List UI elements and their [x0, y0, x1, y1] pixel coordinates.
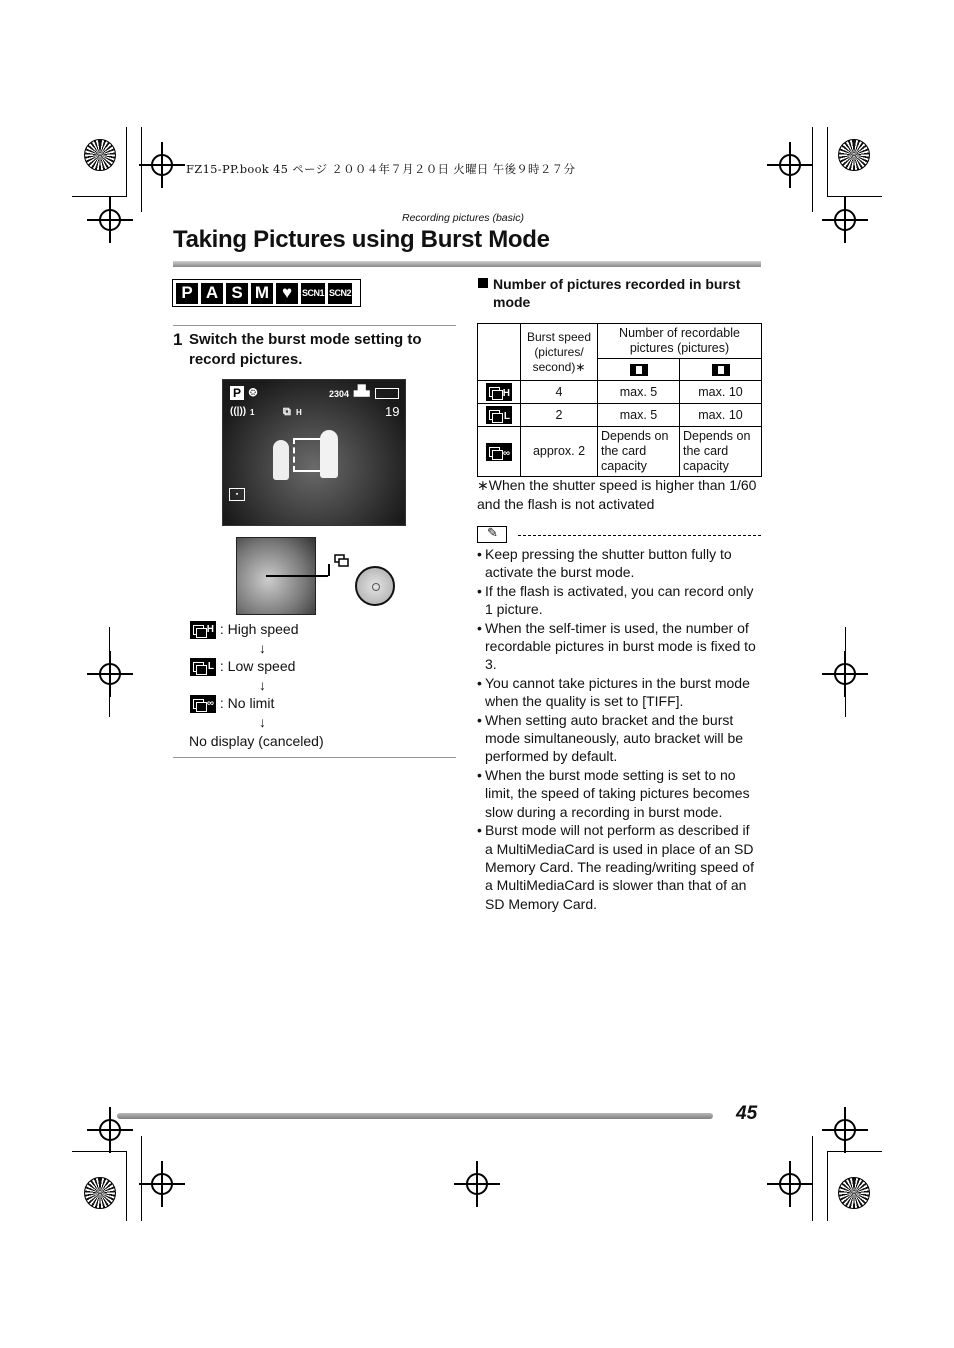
arrow-down: ↓ — [259, 640, 266, 656]
crosshair-mark — [99, 663, 121, 685]
table-row — [478, 427, 762, 477]
note-icon — [477, 526, 507, 543]
table-row — [478, 381, 762, 404]
table-cell: 4 — [521, 381, 598, 404]
burst-button-icon — [334, 554, 350, 568]
table-cell: Depends on the card capacity — [598, 427, 680, 477]
crop-mark — [827, 1151, 828, 1221]
table-header-standard — [680, 359, 762, 381]
mode-m-icon: M — [251, 283, 273, 304]
lcd-resolution: 2304 — [329, 389, 350, 399]
mode-scn2-icon: SCN2 — [328, 283, 352, 304]
table-cell: 2 — [521, 404, 598, 427]
table-header-count: Number of recordable pictures (pictures) — [598, 324, 762, 359]
option-no-limit — [190, 695, 274, 713]
table-row-icon — [478, 427, 521, 477]
crosshair-mark — [779, 154, 801, 176]
mode-icon-strip — [172, 279, 361, 307]
lcd-stabilizer-mode: 1 — [250, 408, 255, 417]
crop-mark — [72, 196, 127, 197]
table-footnote: ∗When the shutter speed is higher than 1/60 and the flash is not activated — [477, 477, 757, 512]
title-underline-bar — [173, 261, 761, 267]
crop-mark — [827, 127, 828, 197]
crosshair-mark — [99, 209, 121, 231]
registration-wheel-top-right — [838, 139, 870, 171]
crosshair-mark — [466, 1173, 488, 1195]
burst-low-icon: L — [190, 658, 216, 676]
note-dashed-rule — [518, 535, 761, 536]
page-number: 45 — [736, 1103, 758, 1124]
figure-left-child — [273, 440, 289, 480]
flash-off-icon: ⊛ — [248, 385, 259, 399]
crop-mark — [827, 196, 882, 197]
crop-mark — [845, 627, 846, 717]
crop-mark — [141, 1136, 142, 1221]
battery-icon — [375, 388, 399, 399]
square-bullet-icon — [478, 278, 488, 288]
crop-mark — [109, 627, 110, 717]
crop-mark — [126, 1151, 127, 1221]
table-cell: max. 5 — [598, 381, 680, 404]
list-item: • Keep pressing the shutter button fully to activate the burst mode. — [477, 545, 761, 582]
table-cell: max. 5 — [598, 404, 680, 427]
mode-a-icon: A — [201, 283, 223, 304]
arrow-down: ↓ — [259, 714, 266, 730]
table-row-icon — [478, 381, 521, 404]
burst-high-icon: H — [190, 621, 216, 639]
burst-button[interactable] — [355, 566, 395, 606]
list-item: • When the self-timer is used, the number of recordable pictures in burst mode is fixed to 3. — [477, 619, 761, 674]
table-row — [478, 404, 762, 427]
option-label: : No limit — [219, 695, 275, 711]
crop-mark — [141, 127, 142, 212]
mode-s-icon: S — [226, 283, 248, 304]
leader-line — [328, 564, 330, 576]
crosshair-mark — [834, 1119, 856, 1141]
step-top-divider — [173, 325, 456, 326]
step-bottom-divider — [173, 757, 456, 758]
crosshair-mark — [779, 1173, 801, 1195]
crosshair-mark — [151, 154, 173, 176]
crosshair-mark — [151, 1173, 173, 1195]
lcd-burst-letter: H — [296, 408, 302, 417]
registration-wheel-bottom-left — [84, 1177, 116, 1209]
stabilizer-icon: ((|)) — [230, 406, 247, 417]
burst-table — [477, 323, 762, 477]
page-title: Taking Pictures using Burst Mode — [173, 226, 550, 253]
option-label: : Low speed — [219, 658, 296, 674]
table-corner-cell — [478, 324, 521, 381]
registration-wheel-bottom-right — [838, 1177, 870, 1209]
list-item: • If the flash is activated, you can record only 1 picture. — [477, 582, 761, 619]
crop-mark — [812, 127, 813, 212]
crop-mark — [827, 1151, 882, 1152]
notes-list — [477, 545, 761, 913]
quality-standard-icon — [712, 364, 730, 376]
burst-mode-icon: ⧉ — [283, 406, 291, 418]
print-header-line: FZ15-PP.book 45 ページ ２００４年７月２０日 火曜日 午後９時２７分 — [186, 162, 576, 176]
list-item: • Burst mode will not perform as described if a MultiMediaCard is used in place of an SD Memory Card. The reading/writing speed of a MultiMediaCard is slower than that of an SD Memory Card. — [477, 821, 761, 913]
registration-wheel-top-left — [84, 139, 116, 171]
table-cell: Depends on the card capacity — [680, 427, 762, 477]
leader-line — [266, 575, 328, 577]
option-label: : High speed — [219, 621, 299, 637]
lcd-shots-left: 19 — [385, 404, 400, 419]
burst-unlimited-icon: ∞ — [190, 695, 216, 713]
footer-bar — [117, 1113, 713, 1119]
metering-icon: ▪ — [229, 488, 245, 501]
list-item: • You cannot take pictures in the burst mode when the quality is set to [TIFF]. — [477, 674, 761, 711]
quality-icon: ▟▙ — [354, 386, 370, 397]
table-cell: max. 10 — [680, 381, 762, 404]
burst-low-icon: L — [486, 406, 512, 424]
figure-right-child — [320, 430, 338, 478]
table-header-fine — [598, 359, 680, 381]
option-low-speed — [190, 658, 295, 676]
running-title: Recording pictures (basic) — [402, 212, 524, 224]
crosshair-mark — [99, 1119, 121, 1141]
mode-macro-icon: ♥ — [276, 283, 298, 304]
table-cell: max. 10 — [680, 404, 762, 427]
lcd-mode-indicator: P — [230, 386, 244, 400]
list-item: • When the burst mode setting is set to no limit, the speed of taking pictures becomes slow during a recording in burst mode. — [477, 766, 761, 821]
table-header-speed: Burst speed (pictures/ second)∗ — [521, 324, 598, 381]
burst-high-icon: H — [486, 383, 512, 401]
arrow-down: ↓ — [259, 677, 266, 693]
burst-unlimited-icon: ∞ — [486, 443, 512, 461]
list-item: • When setting auto bracket and the burst mode simultaneously, auto bracket will be performed by default. — [477, 711, 761, 766]
crop-mark — [812, 1136, 813, 1221]
mode-scn1-icon: SCN1 — [301, 283, 325, 304]
table-cell: approx. 2 — [521, 427, 598, 477]
crosshair-mark — [834, 209, 856, 231]
option-high-speed — [190, 621, 299, 639]
quality-fine-icon — [630, 364, 648, 376]
crop-mark — [126, 127, 127, 197]
lcd-screen-image — [222, 379, 406, 526]
mode-p-icon: P — [176, 283, 198, 304]
crop-mark — [72, 1151, 127, 1152]
step-text: Switch the burst mode setting to record pictures. — [189, 331, 422, 368]
step-number: 1 — [173, 330, 183, 349]
option-no-display: No display (canceled) — [189, 733, 324, 749]
table-row-icon — [478, 404, 521, 427]
